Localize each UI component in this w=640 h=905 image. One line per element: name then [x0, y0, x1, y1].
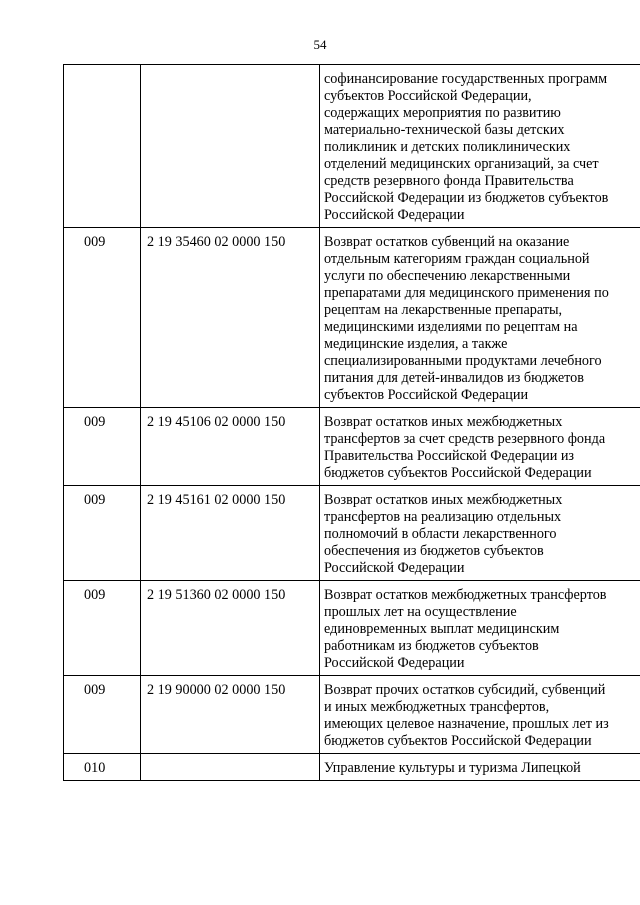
admin-code-cell: 010	[64, 754, 141, 781]
budget-classification-table	[63, 64, 640, 781]
name-line: Российской Федерации	[324, 207, 465, 223]
name-line: услуги по обеспечению лекарственными	[324, 268, 571, 284]
admin-code-cell	[64, 65, 141, 228]
admin-code-cell: 009	[64, 581, 141, 676]
revenue-code-cell: 2 19 35460 02 0000 150	[141, 228, 320, 408]
admin-code-cell: 009	[64, 486, 141, 581]
name-line: и иных межбюджетных трансфертов,	[324, 699, 550, 715]
table-row	[64, 754, 640, 781]
name-line: питания для детей-инвалидов из бюджетов	[324, 370, 584, 386]
name-line: Возврат остатков иных межбюджетных	[324, 414, 563, 430]
name-line: Российской Федерации	[324, 655, 465, 671]
revenue-code-cell	[141, 65, 320, 228]
name-line: обеспечения из бюджетов субъектов	[324, 543, 544, 559]
revenue-code-cell: 2 19 51360 02 0000 150	[141, 581, 320, 676]
name-line: отдельным категориям граждан социальной	[324, 251, 590, 267]
table-row	[64, 676, 640, 754]
table-row	[64, 228, 640, 408]
name-line: рецептам на лекарственные препараты,	[324, 302, 563, 318]
name-line: медицинские изделия, а также	[324, 336, 508, 352]
table-row	[64, 486, 640, 581]
admin-code-cell: 009	[64, 676, 141, 754]
name-line: Возврат остатков субвенций на оказание	[324, 234, 570, 250]
revenue-name-cell	[320, 581, 640, 676]
revenue-code-cell: 2 19 45106 02 0000 150	[141, 408, 320, 486]
name-line: субъектов Российской Федерации,	[324, 88, 532, 104]
name-line: Возврат прочих остатков субсидий, субвенций	[324, 682, 606, 698]
name-line: трансфертов за счет средств резервного фонда	[324, 431, 606, 447]
revenue-name-cell	[320, 486, 640, 581]
name-line: препаратами для медицинского применения по	[324, 285, 609, 301]
name-line: отделений медицинских организаций, за счет	[324, 156, 599, 172]
table-row	[64, 408, 640, 486]
name-line: Возврат остатков иных межбюджетных	[324, 492, 563, 508]
revenue-name-cell	[320, 676, 640, 754]
revenue-name-cell	[320, 408, 640, 486]
admin-code-cell: 009	[64, 408, 141, 486]
page-number: 54	[313, 37, 327, 52]
admin-code-cell: 009	[64, 228, 141, 408]
name-line: специализированными продуктами лечебного	[324, 353, 602, 369]
name-line: субъектов Российской Федерации	[324, 387, 529, 403]
revenue-code-cell: 2 19 90000 02 0000 150	[141, 676, 320, 754]
name-line: трансфертов на реализацию отдельных	[324, 509, 562, 525]
revenue-name-cell	[320, 228, 640, 408]
name-line: бюджетов субъектов Российской Федерации	[324, 733, 592, 749]
table-row	[64, 65, 640, 228]
name-line: работникам из бюджетов субъектов	[324, 638, 539, 654]
name-line: Правительства Российской Федерации из	[324, 448, 575, 464]
revenue-name-cell	[320, 754, 640, 781]
name-line: имеющих целевое назначение, прошлых лет из	[324, 716, 609, 732]
name-line: Российской Федерации из бюджетов субъектов	[324, 190, 609, 206]
name-line: единовременных выплат медицинским	[324, 621, 560, 637]
revenue-code-cell	[141, 754, 320, 781]
revenue-code-cell: 2 19 45161 02 0000 150	[141, 486, 320, 581]
name-line: полномочий в области лекарственного	[324, 526, 557, 542]
name-line: содержащих мероприятия по развитию	[324, 105, 561, 121]
name-line: Российской Федерации	[324, 560, 465, 576]
name-line: медицинскими изделиями по рецептам на	[324, 319, 578, 335]
name-line: бюджетов субъектов Российской Федерации	[324, 465, 592, 481]
revenue-name-cell	[320, 65, 640, 228]
name-line: Управление культуры и туризма Липецкой	[324, 760, 581, 776]
name-line: софинансирование государственных программ	[324, 71, 608, 87]
name-line: поликлиник и детских поликлинических	[324, 139, 571, 155]
name-line: прошлых лет на осуществление	[324, 604, 517, 620]
name-line: средств резервного фонда Правительства	[324, 173, 574, 189]
table-row	[64, 581, 640, 676]
name-line: Возврат остатков межбюджетных трансфертов	[324, 587, 607, 603]
name-line: материально-технической базы детских	[324, 122, 565, 138]
